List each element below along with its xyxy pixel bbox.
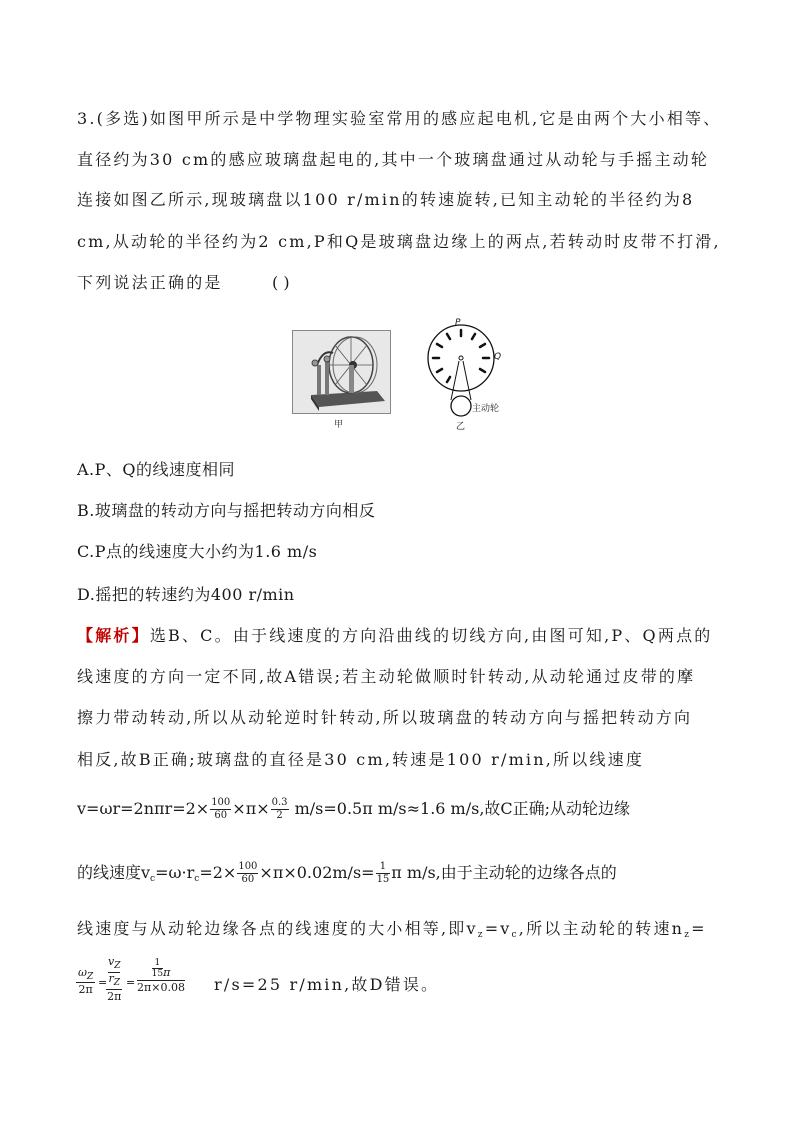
option-b: B.玻璃盘的转动方向与摇把转动方向相反 [77,501,376,520]
fraction-100-60-b: $\frac{100}{60}$ [238,861,258,885]
label-p: P [455,318,461,328]
fraction-vz-rz: $v_Z$ $r_Z$ 2π [107,955,122,1003]
question-line-5: 下列说法正确的是 [77,273,223,292]
option-d: D.摇把的转速约为400 r/min [77,585,295,604]
analysis-line-5: v=ωr=2nπr=2× $\frac{100}{60}$ ×π× $\frac{0.3}{2}$ m/s=0.5π m/s≈1.6 m/s,故C正确;从动轮边缘 [77,797,631,821]
analysis-line-7: 线速度与从动轮边缘各点的线速度的大小相等,即$v_z=v_c$,所以主动轮的转速$n_z=$ [77,919,707,940]
analysis-line-8: r/s=25 r/min,故D错误。 [214,975,440,994]
question-line-3: 连接如图乙所示,现玻璃盘以100 r/min的转速旋转,已知主动轮的半径约为8 [77,190,695,209]
electrostatic-machine-image [293,331,390,413]
analysis-line-1: 【解析】选B、C。由于线速度的方向沿曲线的切线方向,由图可知,P、Q两点的 [77,626,713,645]
question-line-1: 3.(多选)如图甲所示是中学物理实验室常用的感应起电机,它是由两个大小相等、 [77,109,722,128]
analysis-line-3: 擦力带动转动,所以从动轮逆时针转动,所以玻璃盘的转动方向与摇把转动方向 [77,708,693,727]
option-c: C.P点的线速度大小约为1.6 m/s [77,542,318,561]
caption-yi: 乙 [456,422,466,432]
fraction-omega-z: $\omega_Z$ 2π [78,966,94,996]
analysis-line-6: 的线速度$v_c=\omega\cdot r_c=2\times$ $\frac{100}{60}$ ×π×0.02m/s= $\frac{1}{15}$ π m/s,由于主动轮的边缘各点的 [77,861,617,885]
question-line-4: cm,从动轮的半径约为2 cm,P和Q是玻璃盘边缘上的两点,若转动时皮带不打滑, [77,232,721,251]
fraction-100-60: $\frac{100}{60}$ [211,797,231,821]
analysis-tag: 【解析】 [77,626,150,645]
figure-photo-jia [292,330,391,414]
fraction-0.3-2: $\frac{0.3}{2}$ [271,797,288,821]
label-drive-wheel: 主动轮 [472,404,500,414]
fraction-final: 1 15π 2π×0.08 [137,958,185,994]
analysis-line-2: 线速度的方向一定不同,故A错误;若主动轮做顺时针转动,从动轮通过皮带的摩 [77,667,696,686]
question-line-2: 直径约为30 cm的感应玻璃盘起电的,其中一个玻璃盘通过从动轮与手摇主动轮 [77,150,710,169]
answer-paren: ( ) [272,273,290,292]
caption-jia: 甲 [334,420,344,430]
fraction-1-15: $\frac{1}{15}$ [376,861,390,885]
label-q: Q [494,352,502,362]
analysis-line-4: 相反,故B正确;玻璃盘的直径是30 cm,转速是100 r/min,所以线速度 [77,750,645,769]
option-a: A.P、Q的线速度相同 [77,460,236,479]
